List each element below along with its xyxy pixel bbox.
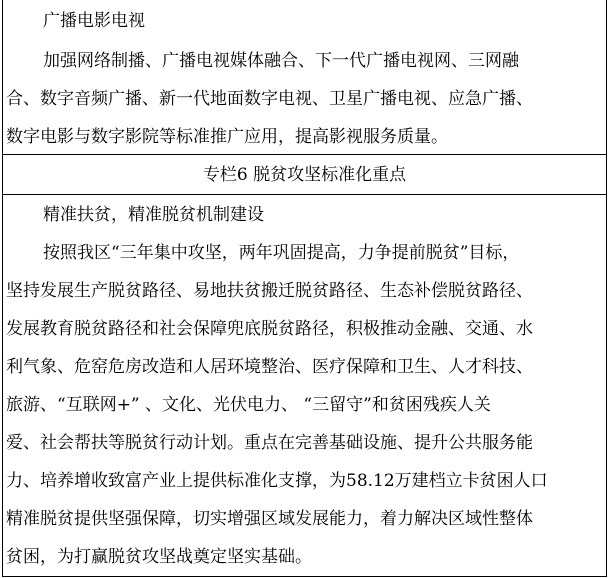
- section-heading-broadcast: 广播电影电视: [43, 11, 145, 31]
- paragraph-line: 精准脱贫提供坚强保障，切实增强区域发展能力，着力解决区域性整体: [6, 509, 533, 529]
- paragraph-line: 坚持发展生产脱贫路径、易地扶贫搬迁脱贫路径、生态补偿脱贫路径、: [6, 281, 533, 301]
- column-header-row: [3, 155, 606, 195]
- paragraph-line: 爱、社会帮扶等脱贫行动计划。重点在完善基础设施、提升公共服务能: [6, 433, 533, 453]
- paragraph-line: 利气象、危窑危房改造和人居环境整治、医疗保障和卫生、人才科技、: [6, 357, 533, 377]
- paragraph-line: 贫困，为打赢脱贫攻坚战奠定坚实基础。: [6, 547, 312, 567]
- paragraph-line: 按照我区“三年集中攻坚，两年巩固提高，力争提前脱贫”目标，: [43, 243, 520, 263]
- paragraph-line: 数字电影与数字影院等标准推广应用，提高影视服务质量。: [6, 127, 448, 147]
- broadcast-section: [3, 0, 606, 155]
- paragraph-line: 合、数字音频广播、新一代地面数字电视、卫星广播电视、应急广播、: [6, 89, 533, 109]
- paragraph-line: 旅游、“互联网+” 、文化、光伏电力、 “三留守”和贫困残疾人关: [6, 395, 491, 415]
- column-title: 专栏6 脱贫攻坚标准化重点: [202, 164, 407, 185]
- document-frame: [2, 0, 607, 577]
- paragraph-line: 加强网络制播、广播电视媒体融合、下一代广播电视网、三网融: [43, 51, 519, 71]
- paragraph-line: 力、培养增收致富产业上提供标准化支撑，为58.12万建档立卡贫困人口: [6, 471, 548, 491]
- paragraph-line: 发展教育脱贫路径和社会保障兜底脱贫路径，积极推动金融、交通、水: [6, 319, 533, 339]
- section-subheading: 精准扶贫，精准脱贫机制建设: [43, 205, 264, 225]
